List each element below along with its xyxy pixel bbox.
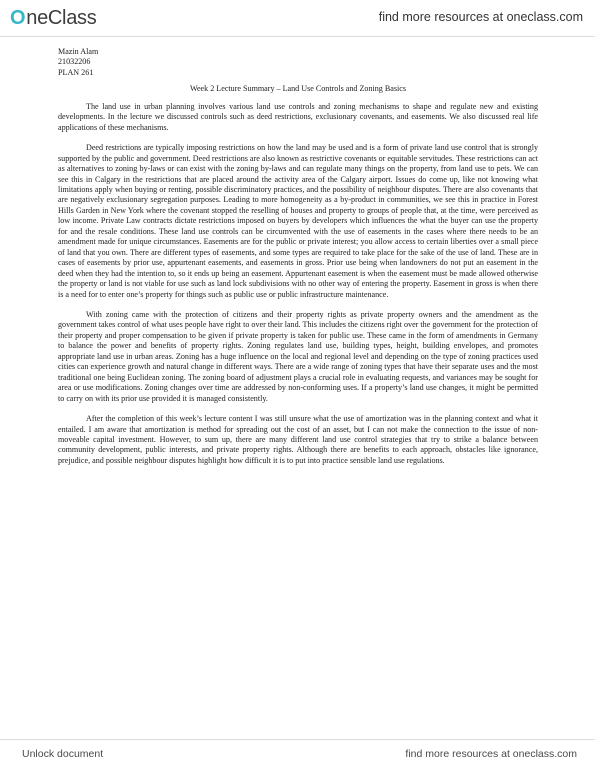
author-name: Mazin Alam	[58, 47, 99, 56]
paragraph-intro: The land use in urban planning involves various land use controls and zoning mechanisms to shape and regulate new and existing developments. In the lecture we discussed controls such as deed restrictions, exclusionary covenants, and easements. We also discussed real life applications of these mechanisms.	[58, 101, 538, 132]
paragraph-zoning: With zoning came with the protection of citizens and their property rights as private property owners and the amendment as the government takes control of what uses people have right to over their land. This includes the citizens right over the government for the protection of their property and proper compensation to be given if private property is taken for public use. These came in the form of amendments in Germany to balance the power and benefits of property rights. Zoning regulates land use, building types, height, building envelopes, and promotes appropriate land use in urban areas. Zoning has a huge influence on the local and regional level and depending on the type of zoning practices used cities can experience growth and natural change in different ways. There are a wide range of zoning types that have their separate uses and the most traditional one being Euclidean zoning. The zoning board of adjustment plays a crucial role in evaluating requests, and variances may be sought for area or use modifications. Zoning changes over time are addressed by non-conforming uses. If a property’s land use changes, it might be permitted to carry on with its prior use provided it is managed consistently.	[58, 309, 538, 403]
student-id: 21032206	[58, 57, 91, 67]
footer-promo-link[interactable]: find more resources at oneclass.com	[405, 748, 577, 760]
document-body	[58, 47, 538, 476]
oneclass-logo[interactable]	[10, 6, 96, 30]
paragraph-conclusion: After the completion of this week’s lecture content I was still unsure what the use of amortization was in the planning context and what it entailed. I am aware that amortization is method for spreading out the cost of an asset, but I can not make the connection to the issue of non-moveable capital investment. However, to sum up, there are many different land use control strategies that try to strike a balance between community development, public interests, and private property rights. Although there are benefits to each approach, obstacles like ignorance, prejudice, and possible neighbour disputes highlight how difficult it is to put into practice sensible land use regulations.	[58, 414, 538, 465]
top-banner	[0, 0, 595, 37]
bottom-banner	[0, 739, 595, 770]
logo-text: neClass	[26, 6, 97, 29]
course-code: PLAN 261	[58, 67, 94, 77]
unlock-document-link[interactable]: Unlock document	[22, 748, 104, 760]
document-title: Week 2 Lecture Summary – Land Use Controls and Zoning Basics	[189, 84, 407, 94]
logo-mark: O	[10, 6, 26, 29]
promo-link[interactable]: find more resources at oneclass.com	[378, 10, 583, 24]
paragraph-deed-restrictions: Deed restrictions are typically imposing restrictions on how the land may be used and is a form of private land use control that is strongly supported by the public and government. Deed restrictions are also known as restrictive covenants or equitable servitudes. These restrictions can act as alternatives to zoning by-laws or can exist with the zoning by-laws and can regulate many things on the property, from land use to pets. We can see this in Calgary in the restrictions that are placed around the activity area of the Calgary airport. Issues do come up, like not knowing what limitations apply when buying or renting, possible discriminatory practices, and the possibility of neighbour disputes. There are also covenants that are negatively exclusionary segregation purposes. Leading to more homogeneity as a by-product in communities, we see this in practice in Forest Hills Garden in New York where the covenant stopped the reselling of houses and property to groups of people that, at the time, were perceived as low income. Private Law contracts dictate restrictions imposed on buyers by developers which influences the what the buyer can use the property for and the resale conditions. These land use controls can be circumvented with the use of easements in the cases where there needs to be an amendment made for unique circumstances. Easements are for the public or private interest; you allow access to certain liberties over a small piece of land that you own. There are different types of easements, and some types are required to take place for the sake of the use of land. These are in cases of easements by prior use, appurtenant easements, and easements in gross. Prior use being when landowners do not put an easement in the deed when they had the intention to, so it ends up being an easement. Appurtenant easement is when the easement must be made allowed otherwise the property or land is not viable for use such as land lock subdivisions with no other way of entering the property. Easement in gross is when there is a need for to enter one’s property for things such as public use or public infrastructure maintenance.	[58, 143, 538, 299]
